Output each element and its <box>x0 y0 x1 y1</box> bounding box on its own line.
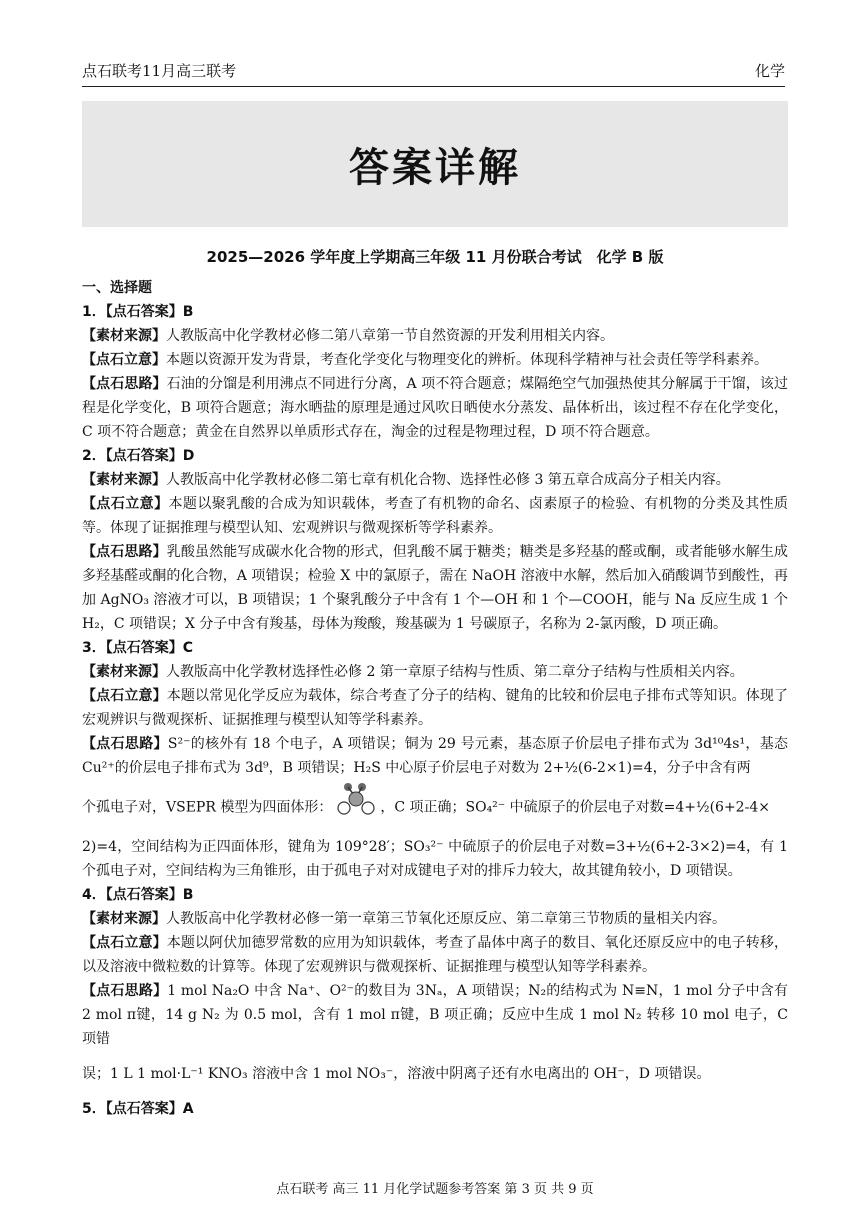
idea-tag: 【点石思路】 <box>82 736 168 752</box>
header-right: 化学 <box>754 62 785 80</box>
q3-idea-text-a: S²⁻的核外有 18 个电子，A 项错误；铜为 29 号元素，基态原子价层电子排布式为 3d¹⁰4s¹，基态 Cu²⁺的价层电子排布式为 3d⁹，B 项错误；H₂S 中心原子价层电子对数为 2+½(6-2×1)=4，分子中含有两 <box>82 736 788 776</box>
q2-idea-text: 乳酸虽然能写成碳水化合物的形式，但乳酸不属于糖类；糖类是多羟基的醛或酮，或者能够水解生成多羟基醛或酮的化合物，A 项错误；检验 X 中的氯原子，需在 NaOH 溶液中水解，然后加入硝酸调节到酸性，再加 AgNO₃ 溶液才可以，B 项错误；1 个聚乳酸分子中含有 1 个—OH 和 1 个—COOH，能与 Na 反应生成 1 个 H₂，C 项错误；X 分子中含有羧基，母体为羧酸，羧基碳为 1 号碳原子，名称为 2-氯丙酸，D 项正确。 <box>82 544 788 632</box>
q4-idea <box>82 979 788 1051</box>
q3-source-text: 人教版高中化学教材选择性必修 2 第一章原子结构与性质、第二章分子结构与性质相关内容。 <box>166 664 744 680</box>
q5-answer: 5．【点石答案】A <box>82 1101 194 1117</box>
q4-idea-text-b: 误；1 L 1 mol·L⁻¹ KNO₃ 溶液中含 1 mol NO₃⁻，溶液中阴离子还有水电离出的 OH⁻，D 项错误。 <box>82 1066 711 1082</box>
banner-title: 答案详解 <box>349 143 521 191</box>
idea-tag: 【点石思路】 <box>82 983 168 999</box>
q3-idea-line-c <box>82 835 788 883</box>
q1-answer: 1．【点石答案】B <box>82 304 194 320</box>
idea-tag: 【点石思路】 <box>82 544 167 560</box>
source-tag: 【素材来源】 <box>82 911 166 927</box>
q2-idea <box>82 540 788 636</box>
q2-source-text: 人教版高中化学教材必修二第七章有机化合物、选择性必修 3 第五章合成高分子相关内容。 <box>166 472 730 488</box>
q3-answer: 3．【点石答案】C <box>82 640 194 656</box>
source-tag: 【素材来源】 <box>82 472 166 488</box>
header-left: 点石联考11月高三联考 <box>82 62 237 80</box>
header-rule <box>82 86 785 87</box>
q4-answer: 4．【点石答案】B <box>82 887 194 903</box>
q4-idea-line-b <box>82 1051 788 1097</box>
q3-source <box>82 660 788 684</box>
q2-intent-text: 本题以聚乳酸的合成为知识载体，考查了有机物的命名、卤素原子的检验、有机物的分类及其性质等。体现了证据推理与模型认知、宏观辨识与微观探析等学科素养。 <box>82 496 788 536</box>
source-tag: 【素材来源】 <box>82 664 166 680</box>
q3-idea-text-b1: 个孤电子对，VSEPR 模型为四面体形： <box>82 799 333 816</box>
q1-idea <box>82 372 788 444</box>
page-header <box>82 60 785 82</box>
q1-intent-text: 本题以资源开发为背景，考查化学变化与物理变化的辨析。体现科学精神与社会责任等学科素养。 <box>166 352 768 368</box>
intent-tag: 【点石立意】 <box>82 688 167 704</box>
q3-idea-line-b <box>82 780 788 835</box>
q4-intent <box>82 931 788 979</box>
exam-title: 2025—2026 学年度上学期高三年级 11 月份联合考试 化学 B 版 <box>206 248 664 266</box>
q1-source <box>82 324 788 348</box>
answer-content <box>82 276 788 1121</box>
q1-intent <box>82 348 788 372</box>
page-footer: 点石联考 高三 11 月化学试题参考答案 第 3 页 共 9 页 <box>276 1182 594 1197</box>
q4-source <box>82 907 788 931</box>
q2-intent <box>82 492 788 540</box>
q3-intent-text: 本题以常见化学反应为载体，综合考查了分子的结构、键角的比较和价层电子排布式等知识。体现了宏观辨识与微观探析、证据推理与模型认知等学科素养。 <box>82 688 788 728</box>
q3-intent <box>82 684 788 732</box>
q1-source-text: 人教版高中化学教材必修二第八章第一节自然资源的开发利用相关内容。 <box>166 328 614 344</box>
q2-answer: 2．【点石答案】D <box>82 448 195 464</box>
q2-source <box>82 468 788 492</box>
intent-tag: 【点石立意】 <box>82 935 167 951</box>
idea-tag: 【点石思路】 <box>82 376 167 392</box>
q4-idea-text-a: 1 mol Na₂O 中含 Na⁺、O²⁻的数目为 3Nₐ，A 项错误；N₂的结构式为 N≡N，1 mol 分子中含有 2 mol π键，14 g N₂ 为 0.5 mol，含有 1 mol π键，B 项正确；反应中生成 1 mol N₂ 转移 10 mol 电子，C 项错 <box>82 983 788 1047</box>
section-heading: 一、选择题 <box>82 280 152 296</box>
vsepr-tetrahedral-model-icon <box>336 780 376 835</box>
source-tag: 【素材来源】 <box>82 328 166 344</box>
q3-idea-text-c: 2)=4，空间结构为正四面体形，键角为 109°28′；SO₃²⁻ 中硫原子的价层电子对数=3+½(6+2-3×2)=4，有 1 个孤电子对，空间结构为三角锥形，由于孤电子对对成键电子对的排斥力较大，故其键角较小，D 项错误。 <box>82 839 788 879</box>
q4-intent-text: 本题以阿伏加德罗常数的应用为知识载体，考查了晶体中离子的数目、氧化还原反应中的电子转移，以及溶液中微粒数的计算等。体现了宏观辨识与微观探析、证据推理与模型认知等学科素养。 <box>82 935 788 975</box>
intent-tag: 【点石立意】 <box>82 496 169 512</box>
title-banner <box>82 101 788 227</box>
q3-idea <box>82 732 788 780</box>
q3-idea-text-b2: ，C 项正确；SO₄²⁻ 中硫原子的价层电子对数=4+½(6+2-4× <box>380 799 770 816</box>
q4-source-text: 人教版高中化学教材必修一第一章第三节氧化还原反应、第二章第三节物质的量相关内容。 <box>166 911 726 927</box>
q1-idea-text: 石油的分馏是利用沸点不同进行分离，A 项不符合题意；煤隔绝空气加强热使其分解属于干馏，该过程是化学变化，B 项符合题意；海水晒盐的原理是通过风吹日晒使水分蒸发、晶体析出，该过程不存在化学变化，C 项不符合题意；黄金在自然界以单质形式存在，淘金的过程是物理过程，D 项不符合题意。 <box>82 376 789 440</box>
intent-tag: 【点石立意】 <box>82 352 166 368</box>
